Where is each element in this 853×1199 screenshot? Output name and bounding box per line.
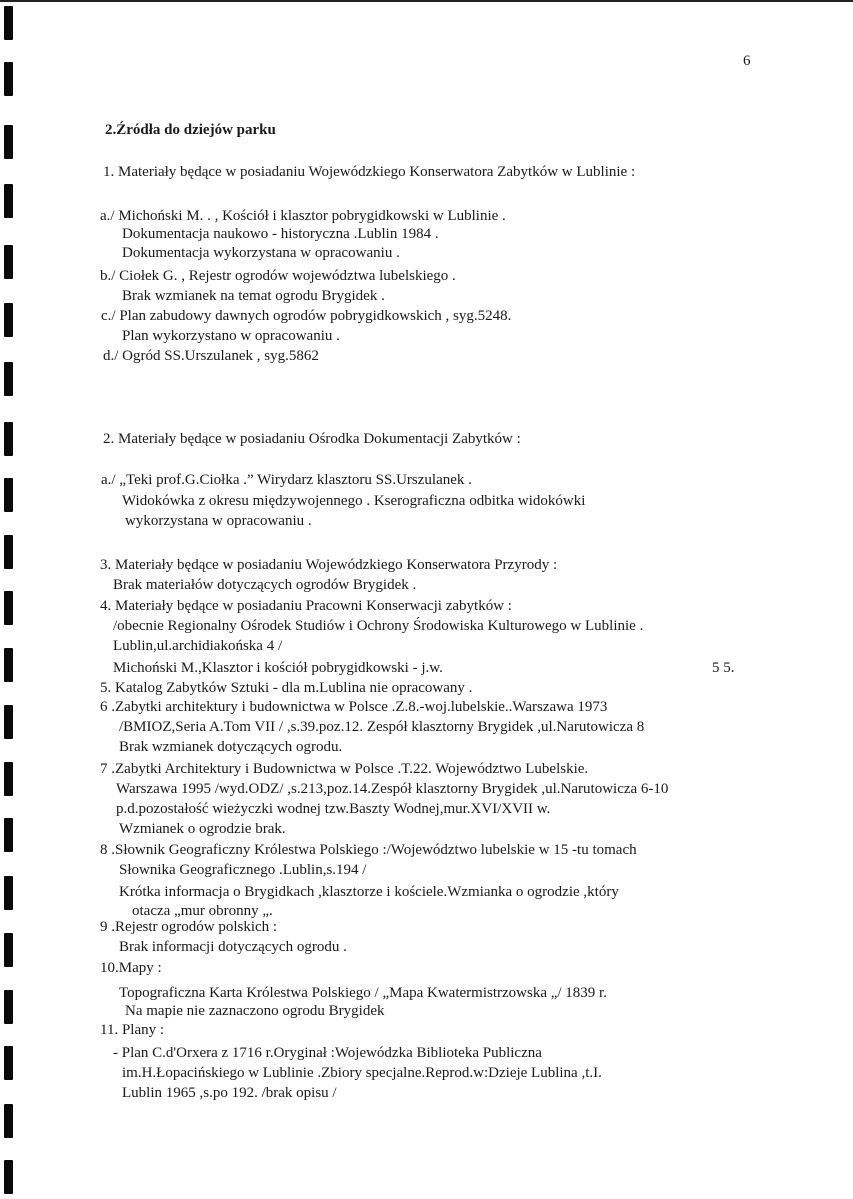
text-line: 2. Materiały będące w posiadaniu Ośrodka Dokumentacji Zabytków : xyxy=(103,431,521,447)
binding-mark xyxy=(4,762,13,796)
text-line: Brak wzmianek dotyczących ogrodu. xyxy=(119,739,343,755)
binding-mark xyxy=(4,535,13,569)
text-line: a./ „Teki prof.G.Ciołka .” Wirydarz klasztoru SS.Urszulanek . xyxy=(101,472,472,488)
text-line: 6 .Zabytki architektury i budownictwa w Polsce .Z.8.-woj.lubelskie..Warszawa 1973 xyxy=(100,699,608,715)
text-line: Brak wzmianek na temat ogrodu Brygidek . xyxy=(122,288,385,304)
text-line: 10.Mapy : xyxy=(100,960,162,976)
text-line: Dokumentacja naukowo - historyczna .Lublin 1984 . xyxy=(122,226,439,242)
text-line: 7 .Zabytki Architektury i Budownictwa w Polsce .T.22. Województwo Lubelskie. xyxy=(100,761,589,777)
text-line: Dokumentacja wykorzystana w opracowaniu . xyxy=(122,245,400,261)
binding-mark xyxy=(4,1104,13,1138)
binding-mark xyxy=(4,245,13,279)
text-line: p.d.pozostałość wieżyczki wodnej tzw.Baszty Wodnej,mur.XVI/XVII w. xyxy=(116,801,551,817)
binding-mark xyxy=(4,422,13,456)
binding-mark xyxy=(4,6,13,40)
binding-mark xyxy=(4,876,13,910)
binding-mark xyxy=(4,1046,13,1080)
binding-mark xyxy=(4,1160,13,1194)
binding-mark xyxy=(4,648,13,682)
text-line: 4. Materiały będące w posiadaniu Pracowni Konserwacji zabytków : xyxy=(100,598,512,614)
text-line: Brak informacji dotyczących ogrodu . xyxy=(119,939,347,955)
binding-mark xyxy=(4,125,13,159)
text-line: 5. Katalog Zabytków Sztuki - dla m.Lublina nie opracowany . xyxy=(100,680,473,696)
text-line: Wzmianek o ogrodzie brak. xyxy=(119,821,286,837)
page-number: 6 xyxy=(743,53,751,69)
text-line: Michoński M.,Klasztor i kościół pobrygidkowski - j.w. xyxy=(113,660,443,676)
binding-mark xyxy=(4,990,13,1024)
binding-mark xyxy=(4,62,13,96)
text-line: 9 .Rejestr ogrodów polskich : xyxy=(100,919,278,935)
text-line: 1. Materiały będące w posiadaniu Wojewódzkiego Konserwatora Zabytków w Lublinie : xyxy=(103,164,636,180)
binding-mark xyxy=(4,705,13,739)
text-line: Lublin,ul.archidiakońska 4 / xyxy=(113,638,283,654)
binding-mark xyxy=(4,591,13,625)
binding-mark xyxy=(4,933,13,967)
text-line: Warszawa 1995 /wyd.ODZ/ ,s.213,poz.14.Zespół klasztorny Brygidek ,ul.Narutowicza 6-10 xyxy=(116,781,669,797)
text-line: Plan wykorzystano w opracowaniu . xyxy=(122,328,340,344)
text-line: Słownika Geograficznego .Lublin,s.194 / xyxy=(119,862,367,878)
binding-mark xyxy=(4,478,13,512)
text-line: b./ Ciołek G. , Rejestr ogrodów województwa lubelskiego . xyxy=(100,268,456,284)
text-line: c./ Plan zabudowy dawnych ogrodów pobrygidkowskich , syg.5248. xyxy=(101,308,512,324)
text-line: 11. Plany : xyxy=(100,1022,165,1038)
binding-mark xyxy=(4,362,13,396)
text-line: Lublin 1965 ,s.po 192. /brak opisu / xyxy=(122,1085,337,1101)
text-line: Brak materiałów dotyczących ogrodów Brygidek . xyxy=(113,577,417,593)
text-line: 8 .Słownik Geograficzny Królestwa Polskiego :/Województwo lubelskie w 15 -tu tomach xyxy=(100,842,637,858)
top-edge-line xyxy=(0,0,853,2)
binding-mark xyxy=(4,184,13,218)
text-line: Na mapie nie zaznaczono ogrodu Brygidek xyxy=(125,1003,385,1019)
text-line: /BMIOZ,Seria A.Tom VII / ,s.39.poz.12. Zespół klasztorny Brygidek ,ul.Narutowicza 8 xyxy=(119,719,645,735)
text-line: d./ Ogród SS.Urszulanek , syg.5862 xyxy=(103,348,319,364)
section-heading: 2.Źródła do dziejów parku xyxy=(105,122,276,138)
text-line: im.H.Łopacińskiego w Lublinie .Zbiory specjalne.Reprod.w:Dzieje Lublina ,t.I. xyxy=(122,1065,602,1081)
text-line: a./ Michoński M. . , Kościół i klasztor pobrygidkowski w Lublinie . xyxy=(100,208,506,224)
text-line: Widokówka z okresu międzywojennego . Kserograficzna odbitka widokówki xyxy=(122,493,586,509)
side-reference-number: 5 5. xyxy=(712,660,735,676)
binding-mark xyxy=(4,818,13,852)
text-line: Topograficzna Karta Królestwa Polskiego / „Mapa Kwatermistrzowska „/ 1839 r. xyxy=(119,985,607,1001)
text-line: - Plan C.d'Orxera z 1716 r.Oryginał :Wojewódzka Biblioteka Publiczna xyxy=(113,1045,542,1061)
text-line: otacza „mur obronny „. xyxy=(132,903,273,919)
text-line: wykorzystana w opracowaniu . xyxy=(125,513,312,529)
text-line: 3. Materiały będące w posiadaniu Wojewódzkiego Konserwatora Przyrody : xyxy=(100,557,558,573)
text-line: /obecnie Regionalny Ośrodek Studiów i Ochrony Środowiska Kulturowego w Lublinie . xyxy=(113,618,644,634)
binding-mark xyxy=(4,303,13,337)
text-line: Krótka informacja o Brygidkach ,klasztorze i kościele.Wzmianka o ogrodzie ,który xyxy=(119,884,619,900)
